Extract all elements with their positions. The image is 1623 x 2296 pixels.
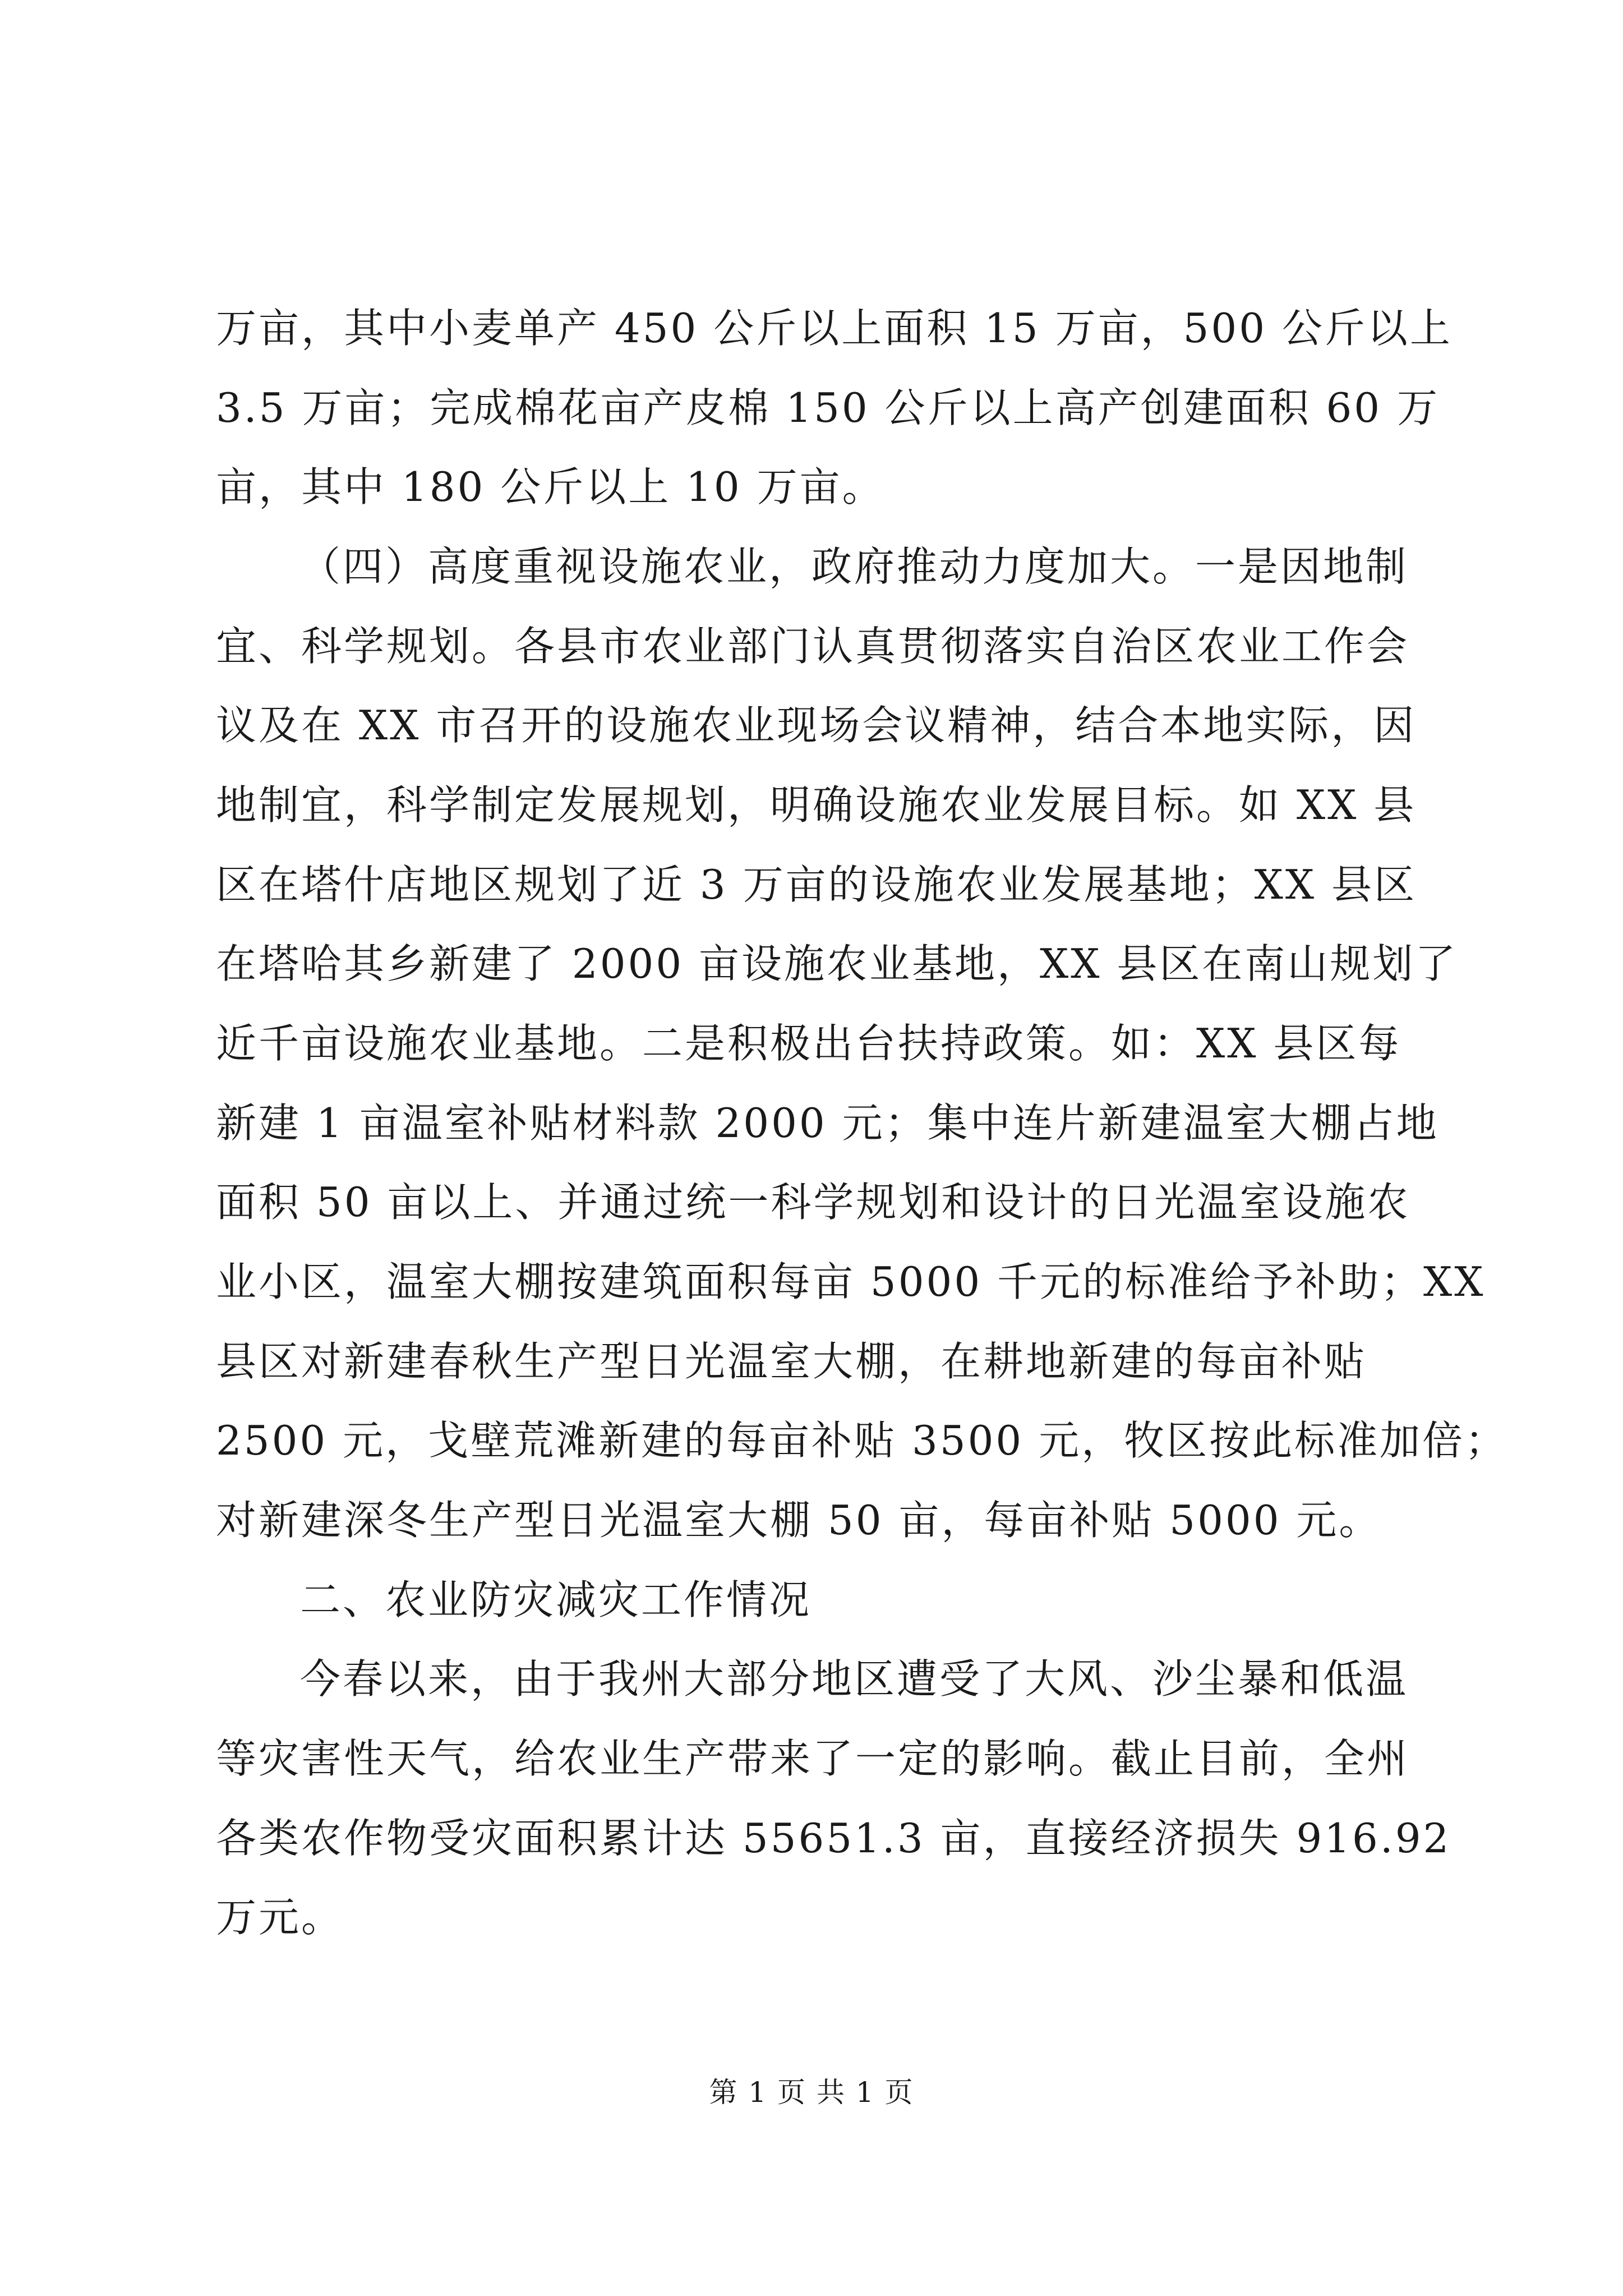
paragraph-line: 业小区，温室大棚按建筑面积每亩 5000 千元的标准给予补助；XX: [216, 1258, 1486, 1305]
section-heading-line: （四）高度重视设施农业，政府推动力度加大。一是因地制: [300, 543, 1409, 590]
paragraph-line: 今春以来，由于我州大部分地区遭受了大风、沙尘暴和低温: [300, 1655, 1409, 1703]
paragraph-line: 2500 元，戈壁荒滩新建的每亩补贴 3500 元，牧区按此标准加倍；: [216, 1417, 1508, 1464]
paragraph-line: 在塔哈其乡新建了 2000 亩设施农业基地，XX 县区在南山规划了: [216, 940, 1458, 987]
paragraph-line: 面积 50 亩以上、并通过统一科学规划和设计的日光温室设施农: [216, 1179, 1410, 1226]
page-footer: 第 1 页 共 1 页: [709, 2076, 914, 2109]
paragraph-line: 3.5 万亩；完成棉花亩产皮棉 150 公斤以上高产创建面积 60 万: [216, 384, 1440, 431]
paragraph-line: 县区对新建春秋生产型日光温室大棚，在耕地新建的每亩补贴: [216, 1338, 1367, 1385]
paragraph-line: 万亩，其中小麦单产 450 公斤以上面积 15 万亩，500 公斤以上: [216, 305, 1453, 352]
paragraph-line: 宜、科学规划。各县市农业部门认真贯彻落实自治区农业工作会: [216, 623, 1410, 670]
paragraph-line: 新建 1 亩温室补贴材料款 2000 元；集中连片新建温室大棚占地: [216, 1099, 1439, 1147]
paragraph-line: 区在塔什店地区规划了近 3 万亩的设施农业发展基地；XX 县区: [216, 861, 1417, 908]
paragraph-line: 议及在 XX 市召开的设施农业现场会议精神，结合本地实际，因: [216, 702, 1417, 749]
paragraph-line: 亩，其中 180 公斤以上 10 万亩。: [216, 463, 885, 510]
paragraph-line: 万元。: [216, 1894, 344, 1941]
paragraph-line: 近千亩设施农业基地。二是积极出台扶持政策。如：XX 县区每: [216, 1020, 1401, 1067]
section-heading: 二、农业防灾减灾工作情况: [300, 1576, 812, 1623]
paragraph-line: 对新建深冬生产型日光温室大棚 50 亩，每亩补贴 5000 元。: [216, 1497, 1382, 1544]
paragraph-line: 各类农作物受灾面积累计达 55651.3 亩，直接经济损失 916.92: [216, 1815, 1451, 1862]
paragraph-line: 等灾害性天气，给农业生产带来了一定的影响。截止目前，全州: [216, 1735, 1410, 1782]
paragraph-line: 地制宜，科学制定发展规划，明确设施农业发展目标。如 XX 县: [216, 781, 1417, 829]
